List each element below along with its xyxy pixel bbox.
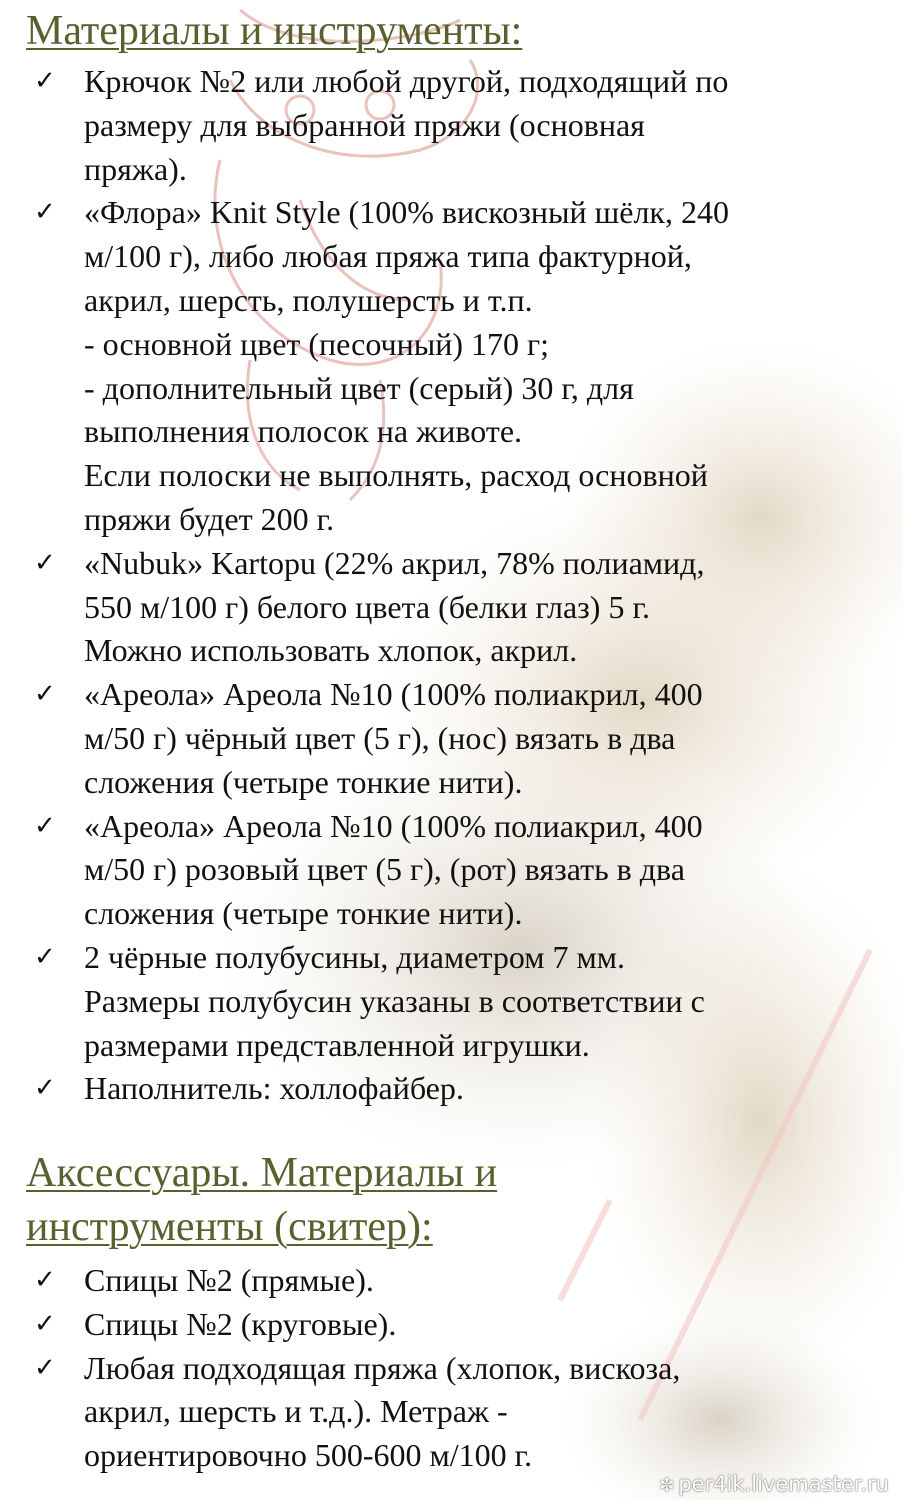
checkmark-icon: ✓ [34, 679, 56, 710]
materials-list [0, 60, 903, 1111]
list-item [0, 1067, 903, 1111]
item-line: акрил, шерсть и т.д.). Метраж - [84, 1393, 508, 1430]
item-line: «Ареола» Ареола №10 (100% полиакрил, 400 [84, 676, 703, 713]
checkmark-icon: ✓ [34, 1352, 56, 1383]
item-line: 2 чёрные полубусины, диаметром 7 мм. [84, 938, 625, 975]
item-line: Крючок №2 или любой другой, подходящий по [84, 63, 729, 99]
checkmark-icon: ✓ [34, 197, 56, 228]
checkmark-icon: ✓ [34, 66, 56, 96]
item-line: сложения (четыре тонкие нити). [84, 895, 523, 932]
item-line: - основной цвет (песочный) 170 г; [84, 325, 550, 362]
section-materials-title: Материалы и инструменты: [26, 8, 523, 54]
list-item [0, 1303, 903, 1347]
accessories-list [0, 1259, 903, 1478]
list-item [0, 805, 903, 936]
snowflake-icon: ✼ [659, 1475, 675, 1496]
section-accessories-title [26, 1146, 497, 1254]
item-line: м/100 г), либо любая пряжа типа фактурной, [84, 238, 692, 275]
watermark-text: per4ik.livemaster.ru [678, 1472, 889, 1496]
item-line: м/50 г) розовый цвет (5 г), (рот) вязать в два [84, 851, 685, 888]
checkmark-icon: ✓ [34, 941, 56, 972]
item-line: сложения (четыре тонкие нити). [84, 763, 523, 800]
list-item [0, 673, 903, 804]
list-item [0, 936, 903, 1067]
item-line: размерами представленной игрушки. [84, 1026, 590, 1063]
list-item [0, 542, 903, 673]
item-line: - дополнительный цвет (серый) 30 г, для [84, 369, 634, 406]
heading-line: Аксессуары. Материалы и [26, 1150, 498, 1196]
item-line: Можно использовать хлопок, акрил. [84, 632, 578, 669]
item-line: м/50 г) чёрный цвет (5 г), (нос) вязать в два [84, 719, 676, 756]
item-line: выполнения полосок на животе. [84, 413, 523, 450]
item-line: пряжи будет 200 г. [84, 500, 335, 537]
site-watermark [659, 1472, 889, 1496]
checkmark-icon: ✓ [34, 1308, 56, 1339]
item-line: пряжа). [84, 150, 187, 187]
checkmark-icon: ✓ [34, 1073, 56, 1104]
list-item [0, 60, 903, 191]
item-line: Спицы №2 (прямые). [84, 1262, 374, 1298]
item-line: 550 м/100 г) белого цвета (белки глаз) 5 г. [84, 588, 650, 625]
checkmark-icon: ✓ [34, 1265, 56, 1295]
item-line: ориентировочно 500-600 м/100 г. [84, 1437, 533, 1474]
list-item [0, 191, 903, 541]
list-item [0, 1347, 903, 1478]
checkmark-icon: ✓ [34, 547, 56, 578]
item-line: «Nubuk» Kartopu (22% акрил, 78% полиамид, [84, 544, 705, 581]
item-line: Если полоски не выполнять, расход основной [84, 457, 708, 494]
item-line: «Ареола» Ареола №10 (100% полиакрил, 400 [84, 807, 703, 844]
item-line: акрил, шерсть, полушерсть и т.п. [84, 281, 533, 318]
item-line: размеру для выбранной пряжи (основная [84, 106, 645, 143]
heading-line: инструменты (свитер): [26, 1204, 433, 1250]
item-line: Любая подходящая пряжа (хлопок, вискоза, [84, 1349, 681, 1386]
item-line: «Флора» Knit Style (100% вискозный шёлк, 240 [84, 194, 729, 231]
item-line: Спицы №2 (круговые). [84, 1305, 397, 1342]
item-line: Размеры полубусин указаны в соответствии с [84, 982, 705, 1019]
list-item [0, 1259, 903, 1303]
item-line: Наполнитель: холлофайбер. [84, 1070, 464, 1107]
checkmark-icon: ✓ [34, 810, 56, 841]
